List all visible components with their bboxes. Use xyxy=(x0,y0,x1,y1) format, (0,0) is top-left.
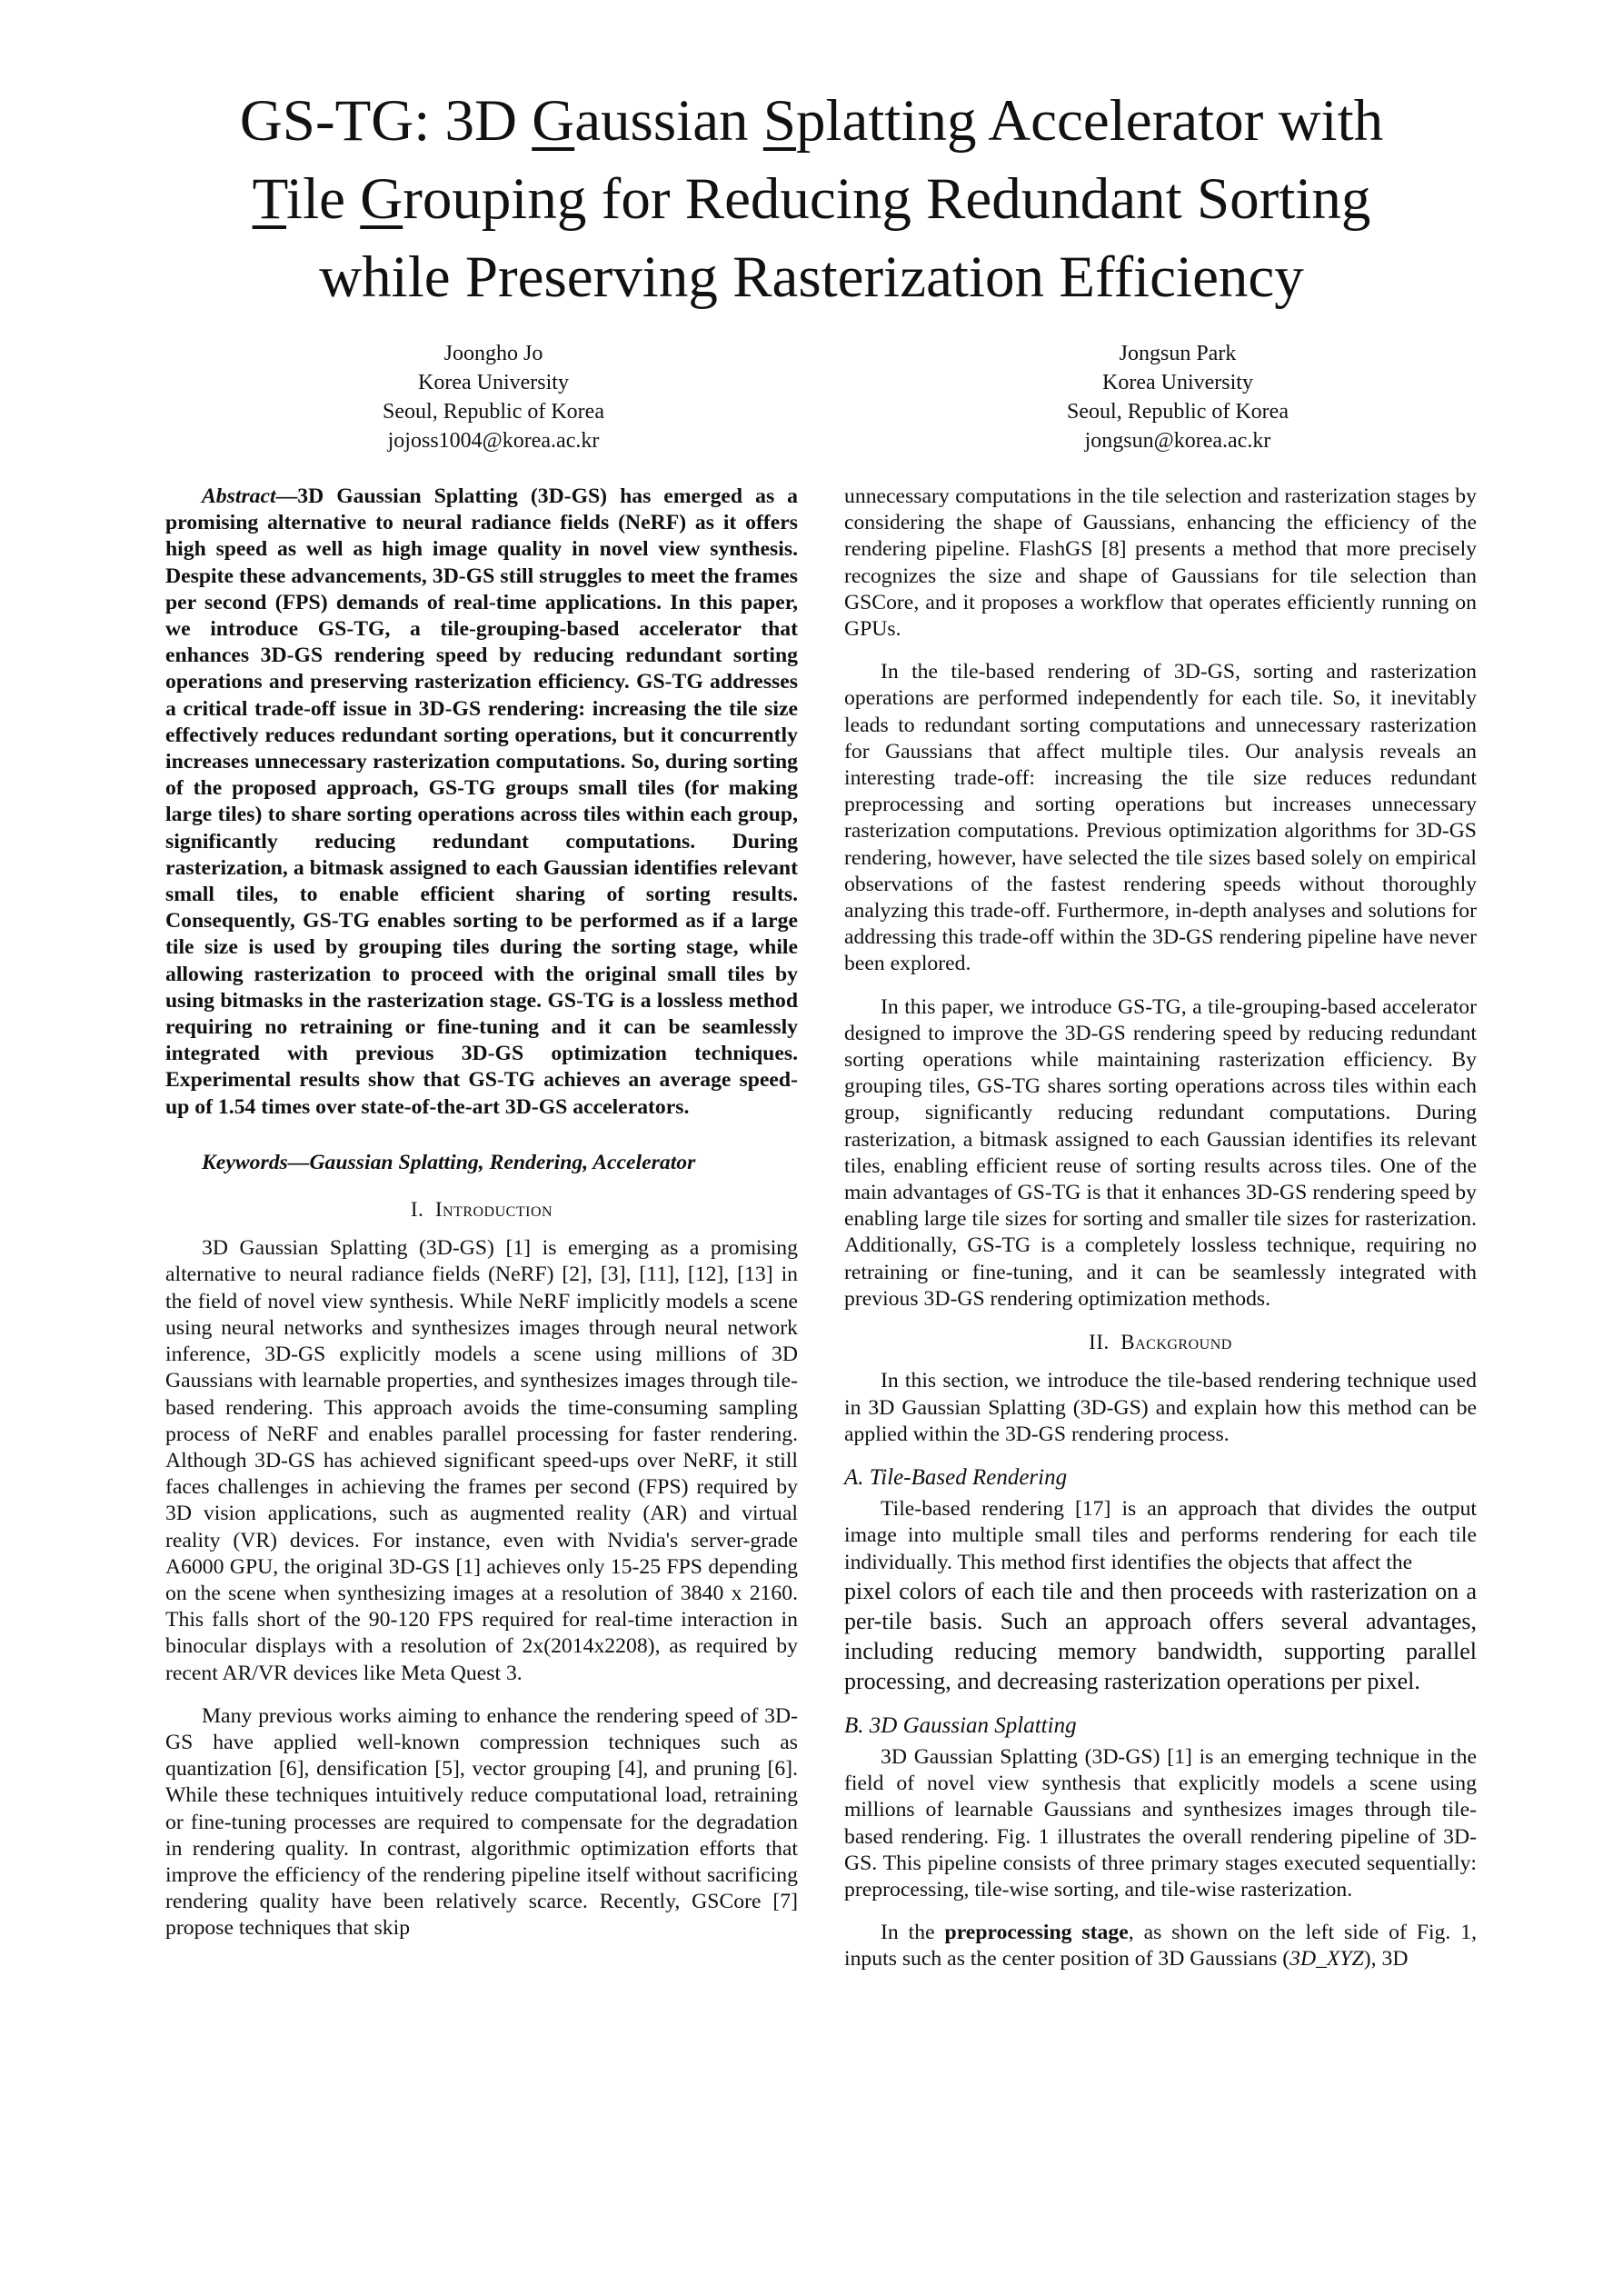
title-underlined-letter: T xyxy=(252,166,287,232)
author-block-1 xyxy=(221,339,766,455)
abstract xyxy=(165,484,798,1121)
abstract-lead: Abstract xyxy=(202,484,276,508)
text: ), 3D xyxy=(1363,1947,1409,1972)
title-line-3: while Preserving Rasterization Efficiency xyxy=(319,245,1304,310)
title-text: aussian xyxy=(574,88,763,154)
text: In the xyxy=(881,1921,945,1945)
author-location: Seoul, Republic of Korea xyxy=(1067,400,1289,424)
title-line-1 xyxy=(0,82,1623,160)
bold-term: preprocessing stage xyxy=(944,1921,1129,1945)
title-underlined-letter: S xyxy=(762,88,796,154)
paragraph: In the tile-based rendering of 3D-GS, sorting and rasterization operations are performed independently for each tile. So, it inevitably leads to redundant sorting computations and unnecessary rasterization for Gaussians that affect multiple tiles. Our analysis reveals an interesting trade-off: increasing the tile size reduces redundant preprocessing and sorting operations but increases unnecessary rasterization computations. Previous optimization algorithms for 3D-GS rendering, however, have selected the tile sizes based solely on empirical observations of the fastest rendering speeds without thoroughly analyzing this trade-off. Furthermore, in-depth analyses and solutions for addressing this trade-off within the 3D-GS rendering pipeline have never been explored. xyxy=(844,660,1477,976)
paragraph: In this section, we introduce the tile-based rendering technique used in 3D Gaussian Splatting (3D-GS) and explain how this method can be applied within the 3D-GS rendering process. xyxy=(844,1369,1477,1446)
title-underlined-letter: G xyxy=(360,166,403,232)
author-name: Joongho Jo xyxy=(443,342,543,365)
paragraph: unnecessary computations in the tile selection and rasterization stages by considering the shape of Gaussians, enhancing the efficiency of the rendering pipeline. FlashGS [8] presents a method that more precisely recognizes the size and shape of Gaussians for tile selection than GSCore, and it proposes a workflow that operates efficiently running on GPUs. xyxy=(844,484,1477,642)
text: , as shown on the left side of Fig. 1, inputs such as the center position of 3D Gaussians ( xyxy=(844,1921,1478,1972)
paper-title xyxy=(0,82,1623,316)
paragraph: Tile-based rendering [17] is an approach that divides the output image into multiple small tiles and performs rendering for each tile individually. This method first identifies the objects that affect the xyxy=(844,1497,1477,1574)
paragraph xyxy=(844,1920,1477,1972)
author-location: Seoul, Republic of Korea xyxy=(383,400,604,424)
section-heading-introduction xyxy=(165,1196,798,1223)
keywords: Keywords—Gaussian Splatting, Rendering, Accelerator xyxy=(202,1150,696,1174)
title-text: rouping for Reducing Redundant Sorting xyxy=(403,166,1371,232)
left-column xyxy=(165,484,798,1959)
italic-term: 3D_XYZ xyxy=(1289,1947,1364,1972)
paragraph: 3D Gaussian Splatting (3D-GS) [1] is an emerging technique in the field of novel view synthesis that explicitly models a scene using millions of learnable Gaussians and synthesizes images through tile-based rendering. Fig. 1 illustrates the overall rendering pipeline of 3D-GS. This pipeline consists of three primary stages executed sequentially: preprocessing, tile-wise sorting, and tile-wise rasterization. xyxy=(844,1744,1477,1902)
right-column xyxy=(844,484,1477,1990)
section-heading-background xyxy=(844,1329,1477,1355)
author-affiliation: Korea University xyxy=(1102,371,1253,394)
title-text: ile xyxy=(286,166,361,232)
section-title: Background xyxy=(1120,1331,1232,1354)
paragraph: 3D Gaussian Splatting (3D-GS) [1] is emerging as a promising alternative to neural radiance fields (NeRF) [2], [3], [11], [12], [13] in the field of novel view synthesis. While NeRF implicitly models a scene using neural networks and synthesizes images through neural network inference, 3D-GS explicitly models a scene using millions of 3D Gaussians with learnable properties, and synthesizes images through tile-based rendering. This approach avoids the time-consuming sampling process of NeRF and enables parallel processing for faster rendering. Although 3D-GS has achieved significant speed-ups over NeRF, it still faces challenges in achieving the frames per second (FPS) required by 3D vision applications, such as augmented reality (AR) and virtual reality (VR) devices. For instance, even with Nvidia's server-grade A6000 GPU, the original 3D-GS [1] achieves only 15-25 FPS depending on the scene when synthesizing images at a resolution of 3840 x 2160. This falls short of the 90-120 FPS required for real-time interaction in binocular displays with a resolution of 2x(2014x2208), as required by recent AR/VR devices like Meta Quest 3. xyxy=(165,1236,798,1685)
title-text: GS-TG: 3D xyxy=(239,88,533,154)
author-name: Jongsun Park xyxy=(1119,342,1237,365)
paragraph: In this paper, we introduce GS-TG, a tile-grouping-based accelerator designed to improve the 3D-GS rendering speed by reducing redundant sorting operations while maintaining rasterization efficiency. By grouping tiles, GS-TG shares sorting operations across tiles within each group, significantly reducing redundant computations. During rasterization, a bitmask assigned to each Gaussian identifies its relevant tiles, enabling efficient reuse of sorting results across tiles. One of the main advantages of GS-TG is that it enhances 3D-GS rendering speed by enabling large tile sizes for sorting and smaller tile sizes for rasterization. Additionally, GS-TG is a completely lossless technique, requiring no retraining or fine-tuning, and it can be seamlessly integrated with previous 3D-GS rendering optimization methods. xyxy=(844,994,1477,1311)
paragraph: Many previous works aiming to enhance the rendering speed of 3D-GS have applied well-known compression techniques such as quantization [6], densification [5], vector grouping [4], and pruning [6]. While these techniques intuitively reduce computational load, retraining or fine-tuning processes are required to compensate for the degradation in rendering quality. In contrast, algorithmic optimization efforts that improve the efficiency of the rendering pipeline itself without sacrificing rendering quality have been relatively scarce. Recently, GSCore [7] propose techniques that skip xyxy=(165,1703,798,1941)
section-number: II. xyxy=(1089,1331,1110,1354)
author-email: jongsun@korea.ac.kr xyxy=(1084,429,1271,453)
subsection-heading-3d-gaussian-splatting: B. 3D Gaussian Splatting xyxy=(844,1712,1077,1738)
section-number: I. xyxy=(410,1198,424,1222)
author-email: jojoss1004@korea.ac.kr xyxy=(387,429,600,453)
title-text: platting Accelerator with xyxy=(795,88,1384,154)
abstract-text: —3D Gaussian Splatting (3D-GS) has emerged as a promising alternative to neural radiance fields (NeRF) as it offers high speed as well as high image quality in novel view synthesis. Despite these advancements, 3D-GS still struggles to meet the frames per second (FPS) demands of real-time applications. In this paper, we introduce GS-TG, a tile-grouping-based accelerator that enhances 3D-GS rendering speed by reducing redundant sorting operations and preserving rasterization efficiency. GS-TG addresses a critical trade-off issue in 3D-GS rendering: increasing the tile size effectively reduces redundant sorting operations, but it concurrently increases unnecessary rasterization computations. So, during sorting of the proposed approach, GS-TG groups small tiles (for making large tiles) to share sorting operations across tiles within each group, significantly reducing redundant computations. During rasterization, a bitmask assigned to each Gaussian identifies relevant small tiles, to enable efficient sharing of sorting results. Consequently, GS-TG enables sorting to be performed as if a large tile size is used by grouping tiles during the sorting stage, while allowing rasterization to proceed with the original small tiles by using bitmasks in the rasterization stage. GS-TG is a lossless method requiring no retraining or fine-tuning and it can be seamlessly integrated with previous 3D-GS optimization techniques. Experimental results show that GS-TG achieves an average speed-up of 1.54 times over state-of-the-art 3D-GS accelerators. xyxy=(165,484,798,1119)
subsection-heading-tile-based-rendering: A. Tile-Based Rendering xyxy=(844,1464,1068,1490)
author-block-2 xyxy=(905,339,1450,455)
title-underlined-letter: G xyxy=(532,88,575,154)
author-affiliation: Korea University xyxy=(418,371,569,394)
section-title: Introduction xyxy=(434,1198,553,1222)
paragraph: pixel colors of each tile and then proceeds with rasterization on a per-tile basis. Such an approach offers several advantages, including reducing memory bandwidth, supporting parallel processing, and decreasing rasterization operations per pixel. xyxy=(844,1577,1477,1694)
title-line-2 xyxy=(0,160,1623,238)
